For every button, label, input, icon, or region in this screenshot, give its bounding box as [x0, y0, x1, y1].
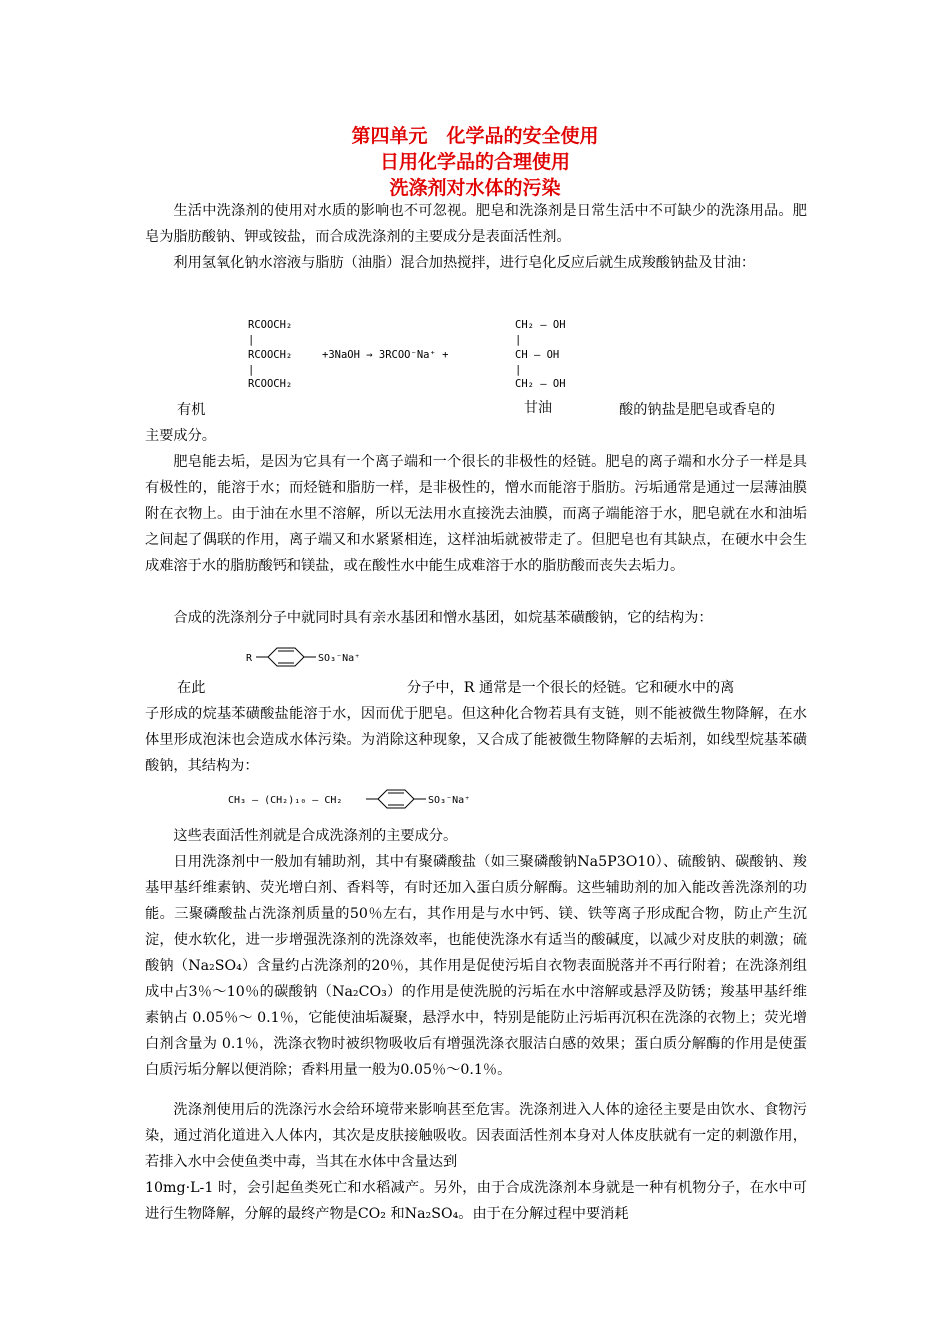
additives-text-c: ）的作用是使洗脱的污垢在水中溶解或悬浮及防锈；羧基甲基纤维素钠占 0.05％～ 0.1％，它能使油垢凝聚，悬浮水中，特别是能防止污垢再沉积在洗涤的衣物上；荧光增白剂含量为 0.1％，洗涤衣物时被织物吸收后有增强洗涤衣服洁白感的效果；蛋白质分解酶的作用是使蛋白质污垢分解以便消除；香料用量一般为0.05％～0.1％。	[145, 984, 807, 1078]
ester-row-3: RCOOCH₂	[248, 378, 293, 390]
paragraph-molecule-start: 在此	[177, 680, 206, 696]
glycerol-label: 甘油	[524, 400, 552, 416]
ester-row-1: RCOOCH₂	[248, 319, 293, 331]
paragraph-synthetic: 合成的洗涤剂分子中就同时具有亲水基团和憎水基团，如烷基苯磺酸钠，它的结构为：	[173, 610, 713, 626]
r-group-label: R	[246, 653, 253, 664]
environment-text-b: 10mg·L-1 时，会引起鱼类死亡和水稻减产。另外，由于合成洗涤剂本身就是一种有机物分子，在水中可进行生物降解，分解的最终产物是CO₂ 和Na₂SO₄。由于在分解过程中要消耗	[145, 1180, 807, 1222]
alkyl-chain-label: CH₃ — (CH₂)₁₀ — CH₂	[228, 795, 343, 806]
linear-alkylbenzene-sulfonate-structure	[226, 784, 496, 814]
paragraph-environment	[145, 1097, 807, 1227]
paragraph-molecule-end: 分子中，R 通常是一个很长的烃链。它和硬水中的离	[407, 680, 735, 696]
paragraph-intro: 生活中洗涤剂的使用对水质的影响也不可忽视。肥皂和洗涤剂是日常生活中不可缺少的洗涤用品。肥皂为脂肪酸钠、钾或铵盐，而合成洗涤剂的主要成分是表面活性剂。	[145, 203, 807, 245]
paragraph-organic-cont: 主要成分。	[145, 428, 216, 444]
ester-bond: |	[248, 364, 255, 376]
sodium-sulfate-formula: Na₂SO₄	[188, 958, 242, 974]
paragraph-molecule-cont: 子形成的烷基苯磺酸盐能溶于水，因而优于肥皂。但这种化合物若具有支链，则不能被微生物降解，在水体里形成泡沫也会造成水体污染。为消除这种现象，又合成了能被微生物降解的去垢剂，如线型烷基苯磺酸钠，其结构为：	[145, 706, 807, 774]
sulfonate-group: SO₃⁻Na⁺	[318, 653, 361, 664]
paragraph-additives	[145, 849, 807, 1083]
glycerol-row-3: CH₂ — OH	[515, 378, 566, 390]
glycerol-bond: |	[515, 364, 522, 376]
subsection-title: 洗涤剂对水体的污染	[389, 177, 561, 199]
glycerol-row-2: CH — OH	[515, 349, 560, 361]
paragraph-saponification: 利用氢氧化钠水溶液与脂肪（油脂）混合加热搅拌，进行皂化反应后就生成羧酸钠盐及甘油：	[173, 255, 756, 271]
environment-text-a: 洗涤剂使用后的洗涤污水会给环境带来影响甚至危害。洗涤剂进入人体的途径主要是由饮水、食物污染，通过消化道进入人体内，其次是皮肤接触吸收。因表面活性剂本身对人体皮肤就有一定的刺激作用，若排入水中会使鱼类中毒，当其在水体中含量达到	[145, 1102, 807, 1170]
paragraph-surfactant: 这些表面活性剂就是合成洗涤剂的主要成分。	[173, 828, 458, 844]
ester-row-2: RCOOCH₂	[248, 349, 293, 361]
section-title: 日用化学品的合理使用	[379, 151, 570, 173]
glycerol-row-1: CH₂ — OH	[515, 319, 566, 331]
glycerol-bond: |	[515, 334, 522, 346]
reaction-reagents: +3NaOH → 3RCOO⁻Na⁺ +	[322, 349, 449, 361]
chapter-title: 第四单元 化学品的安全使用	[351, 125, 599, 147]
paragraph-organic-end: 酸的钠盐是肥皂或香皂的	[619, 402, 776, 418]
paragraph-organic-start: 有机	[177, 402, 206, 418]
sulfonate-group: SO₃⁻Na⁺	[428, 795, 471, 806]
additives-text-a: 日用洗涤剂中一般加有辅助剂，其中有聚磷酸盐（如三聚磷酸钠Na5P3O10）、硫酸钠、碳酸钠、羧基甲基纤维素钠、荧光增白剂、香料等，有时还加入蛋白质分解酶。这些辅助剂的加入能改善洗涤剂的功能。三聚磷酸盐占洗涤剂质量的50％左右，其作用是与水中钙、镁、铁等离子形成配合物，防止产生沉淀，使水软化，进一步增强洗涤剂的洗涤效率，也能使洗涤水有适当的酸碱度，以减少对皮肤的刺激；硫酸钠（	[145, 854, 807, 974]
additives-text-b: ）含量约占洗涤剂的20％，其作用是促使污垢自衣物表面脱落并不再行附着；在洗涤剂组成中占3％～10％的碳酸钠（	[145, 958, 807, 1000]
paragraph-soap-mechanism: 肥皂能去垢，是因为它具有一个离子端和一个很长的非极性的烃链。肥皂的离子端和水分子一样是具有极性的，能溶于水；而烃链和脂肪一样，是非极性的，憎水而能溶于脂肪。污垢通常是通过一层薄油膜附在衣物上。由于油在水里不溶解，所以无法用水直接洗去油膜，而离子端能溶于水，肥皂就在水和油垢之间起了偶联的作用，离子端又和水紧紧相连，这样油垢就被带走了。但肥皂也有其缺点，在硬水中会生成难溶于水的脂肪酸钙和镁盐，或在酸性水中能生成难溶于水的脂肪酸而丧失去垢力。	[145, 454, 807, 574]
ester-bond: |	[248, 334, 255, 346]
sodium-carbonate-formula: Na₂CO₃	[332, 984, 387, 1000]
alkylbenzene-sulfonate-structure	[240, 642, 390, 672]
